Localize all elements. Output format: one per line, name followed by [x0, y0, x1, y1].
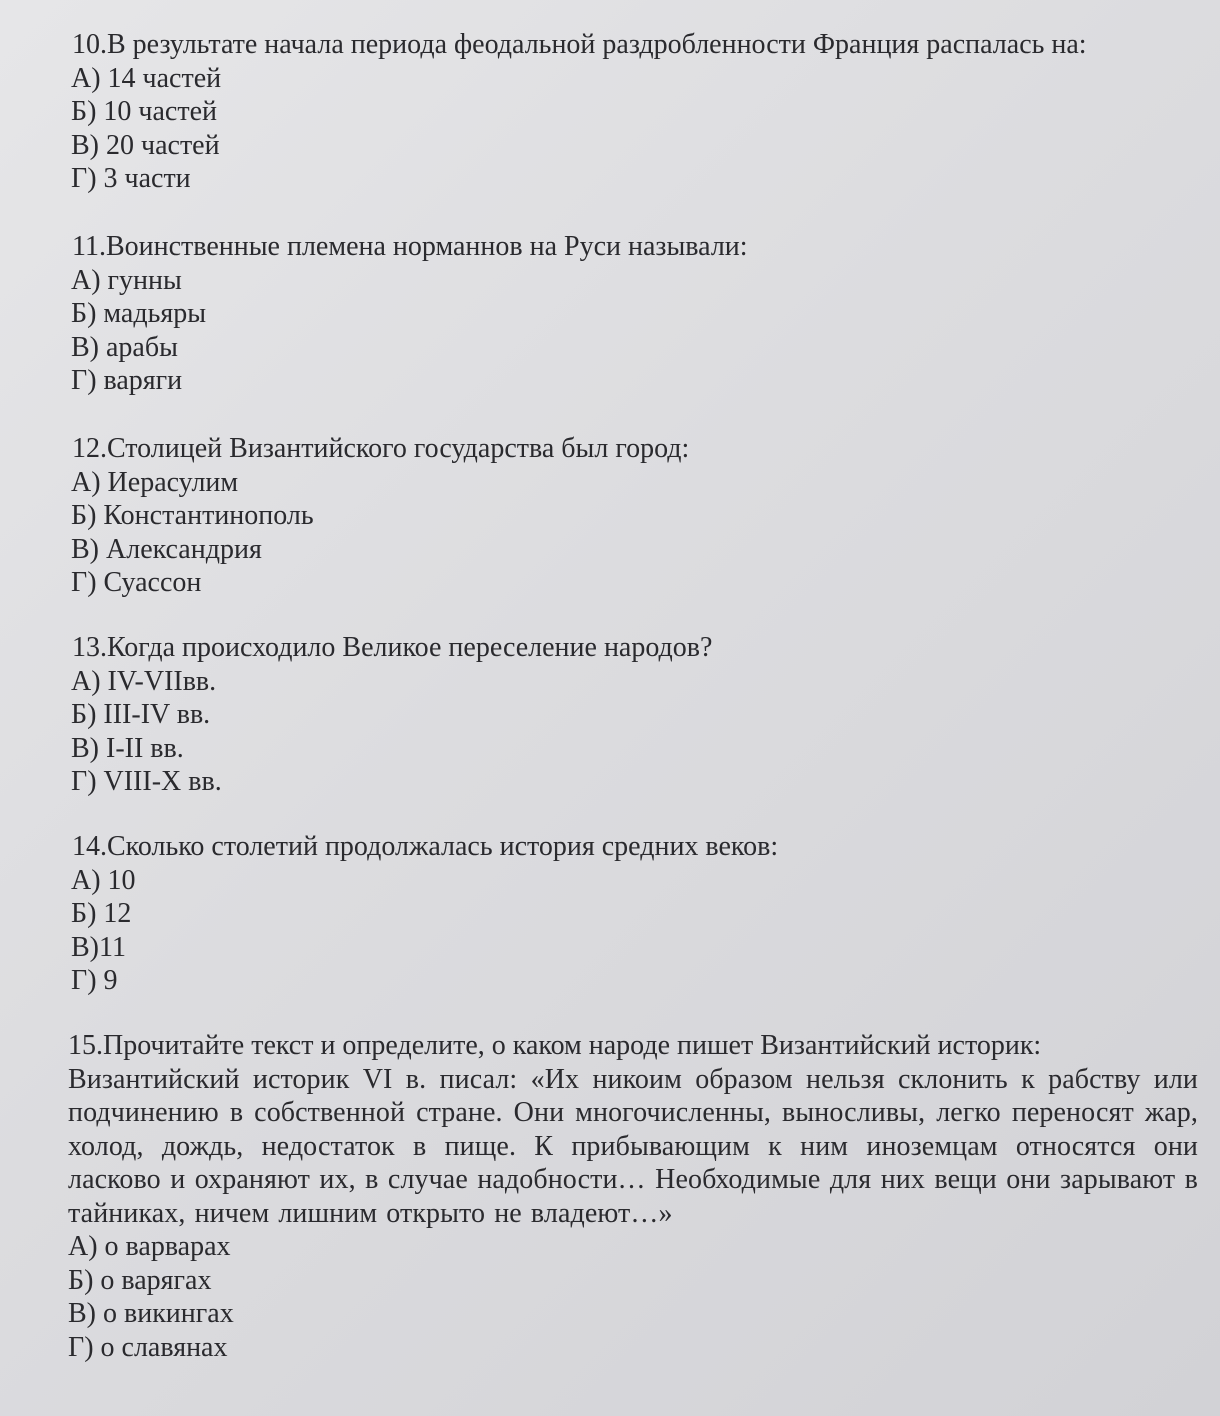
- answer-option-d: Г) VIII-X вв.: [71, 766, 222, 797]
- question-11: [68, 230, 1198, 398]
- answer-option-b: Б) 10 частей: [71, 96, 217, 127]
- answer-options: [68, 264, 1198, 398]
- answer-option-a: А) 14 частей: [71, 62, 222, 94]
- answer-option-d: Г) 9: [71, 965, 118, 996]
- answer-options: [68, 62, 1198, 196]
- answer-option-b: Б) Константинополь: [71, 500, 314, 531]
- answer-options: [68, 1230, 1198, 1364]
- question-12: [68, 432, 1198, 600]
- question-title: 13.Когда происходило Великое переселение народов?: [72, 632, 713, 663]
- answer-option-a: А) 10: [71, 864, 136, 896]
- answer-option-d: Г) 3 части: [71, 163, 191, 194]
- question-title: 14.Сколько столетий продолжалась история средних веков:: [72, 831, 779, 862]
- answer-option-b: Б) III-IV вв.: [71, 699, 211, 730]
- question-10: [68, 28, 1198, 196]
- answer-option-a: А) о варварах: [68, 1231, 231, 1262]
- answer-option-c: В) 20 частей: [71, 129, 220, 161]
- answer-option-b: Б) о варягах: [68, 1264, 212, 1296]
- question-title: 12.Столицей Византийского государства был город:: [72, 433, 690, 464]
- answer-option-a: А) Иерасулим: [71, 466, 239, 498]
- question-14: [68, 830, 1198, 998]
- question-title: 15.Прочитайте текст и определите, о каком народе пишет Византийский историк:: [68, 1030, 1042, 1061]
- question-passage: Византийский историк VI в. писал: «Их никоим образом нельзя склонить к рабству или подчинению в собственной стране. Они многочисленны, выносливы, легко переносят жар, холод, дождь, недостаток в пище. К прибывающим к ним иноземцам относятся они ласково и охраняют их, в случае надобности… Необходимые для них вещи они зарывают в тайниках, ничем лишним открыто не владеют…»: [68, 1063, 1198, 1229]
- question-title: 11.Воинственные племена норманнов на Руси называли:: [72, 231, 748, 262]
- answer-options: [68, 466, 1198, 600]
- answer-option-d: Г) варяги: [71, 365, 183, 396]
- answer-options: [68, 665, 1198, 799]
- question-title: 10.В результате начала периода феодальной раздробленности Франция распалась на:: [72, 29, 1087, 60]
- question-13: [68, 631, 1198, 799]
- answer-option-c: В) арабы: [71, 331, 178, 363]
- answer-option-a: А) IV-VIIвв.: [71, 665, 217, 697]
- answer-option-c: В)11: [71, 931, 126, 963]
- answer-option-b: Б) мадьяры: [71, 298, 207, 329]
- answer-option-d: Г) Суассон: [71, 567, 202, 598]
- answer-option-d: Г) о славянах: [68, 1331, 228, 1363]
- question-15: [68, 1029, 1198, 1364]
- answer-option-a: А) гунны: [71, 264, 182, 296]
- answer-option-b: Б) 12: [71, 898, 132, 929]
- answer-options: [68, 864, 1198, 998]
- answer-option-c: В) Александрия: [71, 533, 262, 565]
- answer-option-c: В) I-II вв.: [71, 732, 184, 764]
- answer-option-c: В) о викингах: [68, 1298, 234, 1329]
